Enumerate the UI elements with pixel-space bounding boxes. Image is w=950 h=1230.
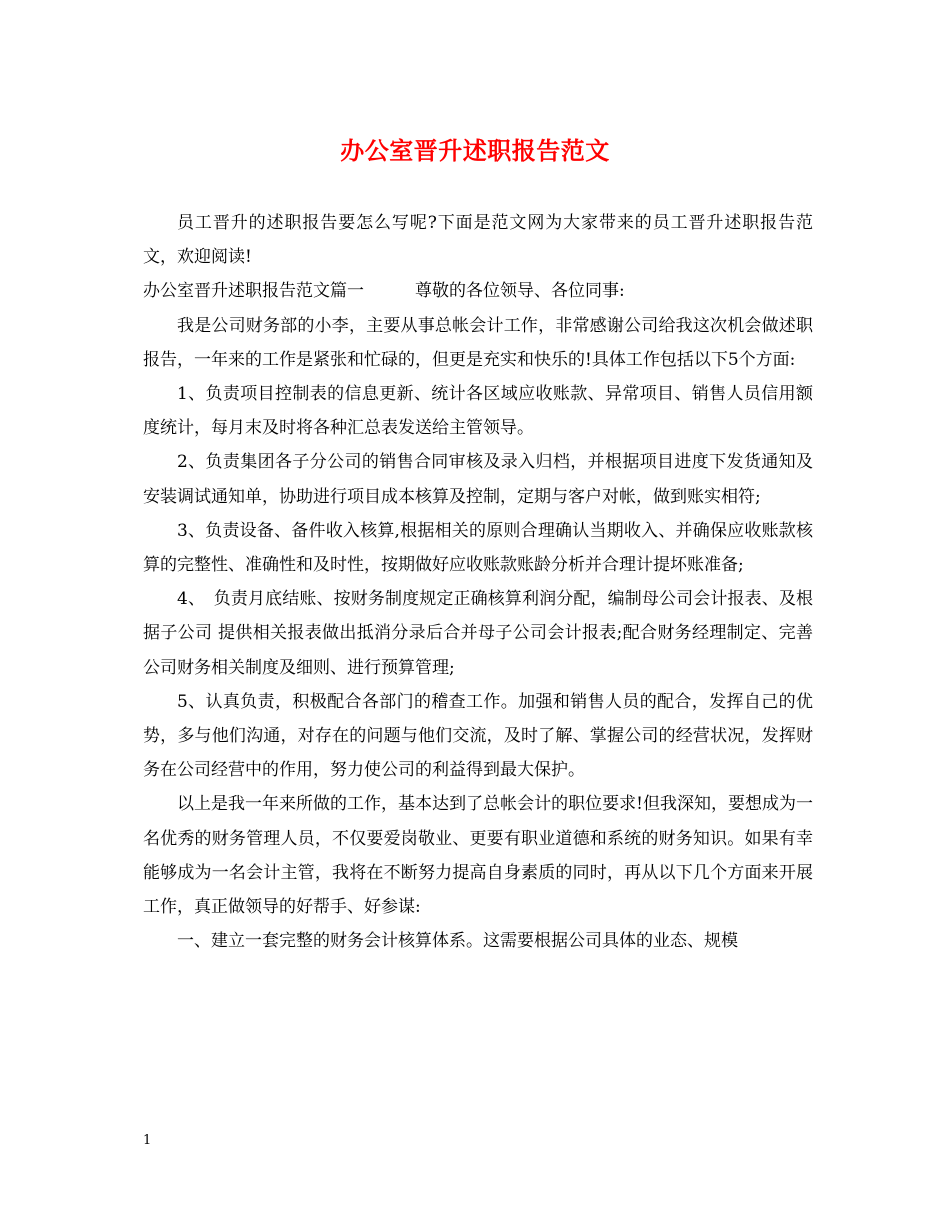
paragraph-intro: 员工晋升的述职报告要怎么写呢?下面是范文网为大家带来的员工晋升述职报告范文，欢迎阅读! xyxy=(143,213,813,268)
paragraph-plan-1: 一、建立一套完整的财务会计核算体系。这需要根据公司具体的业态、规模 xyxy=(177,931,738,952)
paragraph-section-heading: 办公室晋升述职报告范文篇一 尊敬的各位领导、各位同事: xyxy=(143,281,625,302)
paragraph-item-1: 1、负责项目控制表的信息更新、统计各区域应收账款、异常项目、销售人员信用额度统计，每月末及时将各种汇总表发送给主管领导。 xyxy=(143,384,813,439)
page-number: 1 xyxy=(143,1133,152,1148)
paragraph-item-3: 3、负责设备、备件收入核算,根据相关的原则合理确认当期收入、并确保应收账款核算的完整性、准确性和及时性，按期做好应收账款账龄分析并合理计提坏账准备; xyxy=(143,520,813,576)
paragraph-item-4: 4、 负责月底结账、按财务制度规定正确核算利润分配，编制母公司会计报表、及根据子公司 提供相关报表做出抵消分录后合并母子公司会计报表;配合财务经理制定、完善公司财务相关制度及细则、进行预算管理; xyxy=(143,589,813,678)
document-body xyxy=(143,206,813,958)
paragraph-item-2: 2、负责集团各子分公司的销售合同审核及录入归档，并根据项目进度下发货通知及安装调试通知单，协助进行项目成本核算及控制，定期与客户对帐，做到账实相符; xyxy=(143,452,813,507)
paragraph-summary: 以上是我一年来所做的工作，基本达到了总帐会计的职位要求!但我深知，要想成为一名优秀的财务管理人员，不仅要爱岗敬业、更要有职业道德和系统的财务知识。如果有幸能够成为一名会计主管，我将在不断努力提高自身素质的同时，再从以下几个方面来开展工作，真正做领导的好帮手、好参谋: xyxy=(143,794,813,918)
paragraph-item-5: 5、认真负责，积极配合各部门的稽查工作。加强和销售人员的配合，发挥自己的优势，多与他们沟通，对存在的问题与他们交流，及时了解、掌握公司的经营状况，发挥财务在公司经营中的作用，努力使公司的利益得到最大保护。 xyxy=(143,691,813,781)
document-title: 办公室晋升述职报告范文 xyxy=(340,136,610,165)
paragraph-self-introduction: 我是公司财务部的小李，主要从事总帐会计工作，非常感谢公司给我这次机会做述职报告，一年来的工作是紧张和忙碌的，但更是充实和快乐的!具体工作包括以下5个方面: xyxy=(143,315,813,370)
